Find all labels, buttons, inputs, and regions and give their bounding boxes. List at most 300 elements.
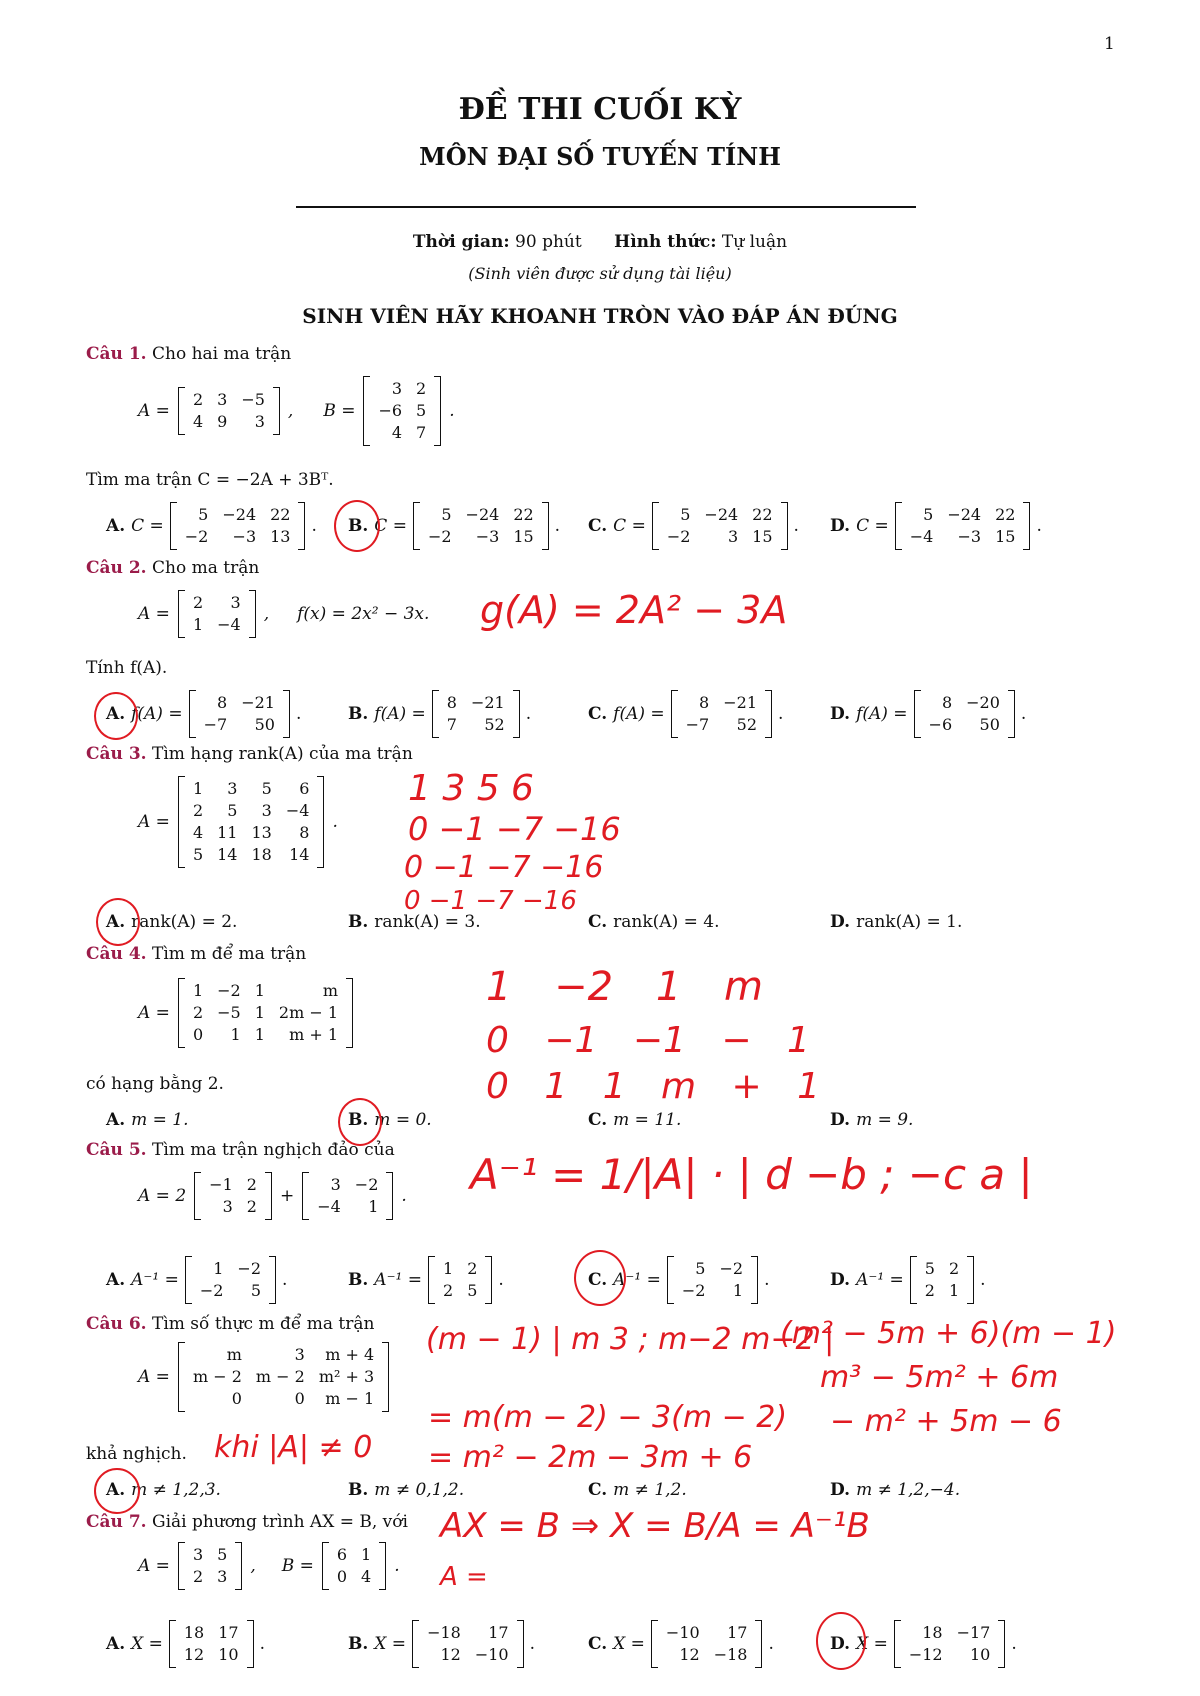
matrix-entry: −7: [203, 715, 228, 734]
matrix-entry: 3: [391, 379, 403, 398]
matrix-entry: −20: [966, 693, 1000, 712]
option-prefix: f(A) =: [131, 704, 183, 724]
matrix-entry: 22: [995, 505, 1016, 524]
matrix-entry: −5: [217, 1003, 241, 1022]
answer-circle-mark: [338, 1098, 382, 1146]
matrix-entry: 22: [513, 505, 534, 524]
matrix-entry: −21: [723, 693, 757, 712]
handwritten-note: 1 −2 1 m: [486, 964, 763, 1010]
matrix-entry: 8: [299, 823, 310, 842]
question-text: Giải phương trình AX = B, với: [151, 1512, 408, 1532]
matrix-entry: 7: [446, 715, 457, 734]
option-text: m ≠ 1,2,−4.: [856, 1480, 961, 1500]
question-2-task: Tính f(A).: [86, 658, 168, 678]
option-prefix: X =: [613, 1634, 645, 1654]
matrix-entry: m + 1: [289, 1025, 339, 1044]
matrix-entry: 0: [336, 1567, 348, 1586]
question-6-option-c[interactable]: [588, 1480, 687, 1500]
matrix-entry: 11: [217, 823, 238, 842]
matrix-entry: −10: [665, 1623, 700, 1642]
option-prefix: X =: [856, 1634, 888, 1654]
option-matrix: [910, 1256, 974, 1304]
matrix-entry: 1: [368, 1197, 379, 1216]
matrix-entry: −3: [957, 527, 982, 546]
question-6-option-d[interactable]: [830, 1480, 960, 1500]
question-2-option-d[interactable]: D. f(A) = 8 −20 −6 50 .: [830, 690, 1026, 738]
question-text: Cho ma trận: [151, 558, 260, 578]
matrix-entry: 9: [217, 412, 228, 431]
option-prefix: C =: [613, 516, 646, 536]
matrix-entry: −6: [928, 715, 953, 734]
matrix-entry: 18: [251, 845, 272, 864]
handwritten-note: A⁻¹ = 1/|A| · | d −b ; −c a |: [470, 1150, 1033, 1199]
matrix-entry: 10: [970, 1645, 991, 1664]
question-text: Tìm ma trận nghịch đảo của: [151, 1140, 395, 1160]
matrix-name: A =: [138, 401, 170, 421]
matrix-name: B =: [281, 1556, 314, 1576]
handwritten-note: AX = B ⇒ X = B/A = A⁻¹B: [440, 1506, 870, 1546]
option-text: m = 1.: [131, 1110, 189, 1130]
matrix-entry: 1: [443, 1259, 454, 1278]
question-label: Câu 6.: [86, 1314, 147, 1334]
matrix-entry: 3: [222, 1197, 233, 1216]
option-letter: A.: [106, 1480, 126, 1500]
question-3-option-b[interactable]: [348, 912, 481, 932]
matrix-entry: 1: [361, 1545, 372, 1564]
option-letter: C.: [588, 1110, 608, 1130]
matrix-entry: 15: [995, 527, 1016, 546]
matrix-entry: 15: [513, 527, 534, 546]
matrix-entry: −3: [232, 527, 257, 546]
matrix-entry: 12: [183, 1645, 205, 1664]
matrix-entry: 5: [416, 401, 427, 420]
exam-note: (Sinh viên được sử dụng tài liệu): [468, 264, 732, 283]
question-1-option-d[interactable]: D. C = 5 −24 22 −4 −3 15 .: [830, 502, 1042, 550]
option-text: rank(A) = 2.: [131, 912, 238, 932]
question-7-option-b[interactable]: B. X = −18 17 12 −10 .: [348, 1620, 535, 1668]
question-5-header: [86, 1140, 395, 1160]
option-prefix: X =: [374, 1634, 407, 1654]
matrix-entry: −5: [241, 390, 265, 409]
handwritten-note: g(A) = 2A² − 3A: [480, 588, 788, 632]
question-3-option-d[interactable]: [830, 912, 962, 932]
question-3-option-c[interactable]: [588, 912, 719, 932]
matrix-entry: 1: [254, 981, 265, 1000]
option-letter: D.: [830, 1634, 851, 1654]
matrix-entry: m − 2: [255, 1367, 305, 1386]
matrix-entry: 13: [251, 823, 272, 842]
question-label: Câu 5.: [86, 1140, 147, 1160]
time-value: 90 phút: [515, 232, 582, 252]
matrix-entry: 5: [680, 505, 691, 524]
matrix-entry: 14: [217, 845, 238, 864]
separator: ,: [287, 401, 294, 421]
matrix-entry: 5: [250, 1281, 262, 1300]
matrix-entry: 2: [246, 1175, 257, 1194]
question-label: Câu 7.: [86, 1512, 147, 1532]
matrix-entry: 5: [924, 1259, 935, 1278]
option-prefix: X =: [131, 1634, 163, 1654]
question-5-option-b[interactable]: B. A⁻¹ = 1 2 2 5 .: [348, 1256, 504, 1304]
matrix-entry: 5: [227, 801, 238, 820]
question-text: Cho hai ma trận: [151, 344, 292, 364]
matrix-entry: 5: [217, 1545, 228, 1564]
question-label: Câu 4.: [86, 944, 147, 964]
question-2-option-c[interactable]: C. f(A) = 8 −21 −7 52 .: [588, 690, 783, 738]
handwritten-note: khi |A| ≠ 0: [214, 1430, 373, 1465]
option-letter: C.: [588, 1270, 608, 1290]
separator: ,: [263, 604, 270, 624]
matrix-entry: 2: [192, 593, 204, 612]
option-matrix: [667, 1256, 758, 1304]
option-text: m = 9.: [856, 1110, 914, 1130]
matrix-entry: m² + 3: [318, 1367, 375, 1386]
matrix-entry: 5: [198, 505, 209, 524]
question-6-matrices: [138, 1342, 389, 1412]
matrix-entry: 14: [289, 845, 310, 864]
option-letter: B.: [348, 1480, 369, 1500]
question-4-option-d[interactable]: [830, 1110, 913, 1130]
question-7-option-c[interactable]: C. X = −10 17 12 −18 .: [588, 1620, 774, 1668]
exam-meta: [0, 232, 1200, 252]
matrix-entry: 2: [192, 801, 204, 820]
exam-subtitle: MÔN ĐẠI SỐ TUYẾN TÍNH: [419, 142, 781, 171]
title-divider: [296, 206, 916, 208]
answer-circle-mark: [94, 1468, 140, 1514]
option-letter: D.: [830, 516, 851, 536]
question-7-option-a[interactable]: A. X = 18 17 12 10 .: [106, 1620, 265, 1668]
question-5-matrices: [138, 1172, 407, 1220]
matrix-entry: −4: [909, 527, 934, 546]
matrix-entry: m − 1: [325, 1389, 375, 1408]
question-text: Tìm số thực m để ma trận: [151, 1314, 375, 1334]
form-value: Tự luận: [721, 232, 788, 252]
separator: .: [401, 1186, 407, 1206]
question-5-option-c[interactable]: C. A⁻¹ = 5 −2 −2 1 .: [588, 1256, 769, 1304]
handwritten-note: (m − 1) | m 3 ; m−2 m−2 |: [426, 1322, 835, 1357]
matrix-name: A =: [138, 812, 170, 832]
matrix-entry: 3: [227, 779, 238, 798]
option-text: m = 0.: [374, 1110, 432, 1130]
matrix-entry: 17: [218, 1623, 239, 1642]
page-number: 1: [1104, 34, 1115, 54]
matrix-entry: −24: [222, 505, 257, 524]
option-letter: D.: [830, 1270, 851, 1290]
question-4-header: [86, 944, 306, 964]
option-letter: C.: [588, 1480, 608, 1500]
question-5-option-a[interactable]: A. A⁻¹ = 1 −2 −2 5 .: [106, 1256, 287, 1304]
matrix-name: A =: [138, 604, 170, 624]
question-4-matrices: [138, 978, 353, 1048]
question-7-matrices: [138, 1542, 400, 1590]
matrix-entry: 10: [218, 1645, 239, 1664]
matrix-entry: 2: [192, 1567, 204, 1586]
matrix-entry: 1: [192, 779, 204, 798]
matrix-entry: 0: [192, 1025, 204, 1044]
option-prefix: C =: [856, 516, 889, 536]
matrix-entry: −18: [427, 1623, 461, 1642]
option-letter: B.: [348, 1270, 369, 1290]
matrix-name: A =: [138, 1003, 170, 1023]
question-3-header: [86, 744, 413, 764]
option-prefix: f(A) =: [856, 704, 908, 724]
matrix-entry: −10: [474, 1645, 509, 1664]
matrix-entry: 22: [270, 505, 291, 524]
question-text: Tìm hạng rank(A) của ma trận: [151, 744, 413, 764]
option-prefix: A⁻¹ =: [131, 1270, 179, 1290]
matrix-entry: 15: [752, 527, 773, 546]
answer-circle-mark: [94, 692, 138, 740]
matrix-entry: −6: [378, 401, 403, 420]
option-letter: A.: [106, 1110, 126, 1130]
handwritten-note: 0 −1 −1 − 1: [486, 1020, 810, 1061]
matrix-entry: 8: [699, 693, 710, 712]
option-letter: A.: [106, 912, 126, 932]
matrix-entry: m + 4: [325, 1345, 375, 1364]
option-letter: C.: [588, 1634, 608, 1654]
matrix-entry: 4: [361, 1567, 372, 1586]
option-text: rank(A) = 1.: [856, 912, 963, 932]
option-matrix: [412, 1620, 524, 1668]
option-matrix: [170, 502, 306, 550]
matrix-entry: 3: [330, 1175, 341, 1194]
matrix-entry: 8: [941, 693, 953, 712]
matrix-entry: 2: [246, 1197, 257, 1216]
option-matrix: [894, 1620, 1006, 1668]
matrix-entry: 1: [254, 1003, 265, 1022]
matrix-entry: 1: [732, 1281, 744, 1300]
option-prefix: A⁻¹ =: [856, 1270, 904, 1290]
matrix-entry: −2: [681, 1281, 706, 1300]
time-label: Thời gian:: [412, 232, 510, 252]
option-letter: D.: [830, 704, 851, 724]
question-label: Câu 2.: [86, 558, 147, 578]
matrix-entry: −2: [719, 1259, 744, 1278]
matrix-entry: 3: [192, 1545, 204, 1564]
option-matrix: [432, 690, 520, 738]
matrix-entry: −4: [317, 1197, 341, 1216]
matrix-entry: 22: [752, 505, 773, 524]
matrix: [178, 1542, 242, 1590]
matrix-entry: −24: [465, 505, 500, 524]
matrix-entry: 2: [192, 390, 204, 409]
option-matrix: [185, 1256, 276, 1304]
option-letter: D.: [830, 912, 851, 932]
question-4-option-c[interactable]: [588, 1110, 681, 1130]
matrix-entry: 2: [948, 1259, 960, 1278]
option-letter: A.: [106, 704, 126, 724]
option-prefix: A⁻¹ =: [613, 1270, 661, 1290]
matrix-entry: −4: [285, 801, 310, 820]
option-matrix: [169, 1620, 254, 1668]
matrix-entry: −4: [217, 615, 241, 634]
option-matrix: [914, 690, 1015, 738]
matrix-entry: 2: [416, 379, 427, 398]
matrix-entry: 1: [254, 1025, 265, 1044]
option-matrix: [652, 502, 788, 550]
option-letter: B.: [348, 1634, 369, 1654]
matrix-entry: −21: [470, 693, 505, 712]
handwritten-note: (m² − 5m + 6)(m − 1): [780, 1316, 1117, 1351]
matrix-entry: 6: [336, 1545, 348, 1564]
option-prefix: f(A) =: [374, 704, 426, 724]
option-letter: C.: [588, 704, 608, 724]
option-letter: A.: [106, 516, 126, 536]
option-letter: B.: [348, 1110, 369, 1130]
matrix-entry: −12: [908, 1645, 943, 1664]
matrix-entry: 5: [261, 779, 272, 798]
handwritten-note: 1 3 5 6: [408, 768, 534, 809]
question-1-option-c[interactable]: C. C = 5 −24 22 −2 3 15 .: [588, 502, 799, 550]
matrix: [178, 776, 325, 868]
question-4-option-a[interactable]: [106, 1110, 189, 1130]
question-label: Câu 1.: [86, 344, 147, 364]
option-prefix: C =: [374, 516, 407, 536]
answer-circle-mark: [334, 500, 380, 552]
question-label: Câu 3.: [86, 744, 147, 764]
matrix-entry: −17: [956, 1623, 991, 1642]
matrix-entry: 6: [299, 779, 310, 798]
matrix-entry: 5: [467, 1281, 478, 1300]
matrix-entry: 17: [488, 1623, 509, 1642]
option-letter: B.: [348, 704, 369, 724]
matrix-entry: 5: [923, 505, 934, 524]
question-7-option-d[interactable]: D. X = 18 −17 −12 10 .: [830, 1620, 1017, 1668]
matrix-entry: 50: [254, 715, 275, 734]
option-letter: D.: [830, 1480, 851, 1500]
separator: .: [449, 401, 455, 421]
question-1-header: [86, 344, 291, 364]
handwritten-note: 0 −1 −7 −16: [404, 886, 577, 916]
matrix-name: A =: [138, 1367, 170, 1387]
handwritten-note: m³ − 5m² + 6m: [820, 1360, 1059, 1395]
answer-circle-mark: [816, 1612, 866, 1670]
matrix-entry: 3: [261, 801, 272, 820]
separator: .: [332, 812, 338, 832]
option-matrix: [413, 502, 549, 550]
matrix-entry: −21: [241, 693, 275, 712]
matrix-entry: 3: [294, 1345, 305, 1364]
question-1-option-b[interactable]: B. C = 5 −24 22 −2 −3 15 .: [348, 502, 560, 550]
question-6-task: khả nghịch.: [86, 1444, 187, 1464]
option-letter: D.: [830, 1110, 851, 1130]
matrix-entry: 0: [294, 1389, 305, 1408]
form-label: Hình thức:: [614, 232, 717, 252]
matrix-entry: 2: [443, 1281, 454, 1300]
question-3-matrices: [138, 776, 338, 868]
matrix-entry: −2: [237, 1259, 262, 1278]
matrix-entry: −24: [704, 505, 739, 524]
option-text: m ≠ 1,2,3.: [131, 1480, 221, 1500]
matrix-entry: 1: [230, 1025, 241, 1044]
separator: +: [279, 1186, 295, 1206]
function-def: f(x) = 2x² − 3x.: [297, 604, 430, 624]
option-text: rank(A) = 3.: [374, 912, 481, 932]
matrix-entry: 8: [217, 693, 228, 712]
handwritten-note: = m² − 2m − 3m + 6: [428, 1440, 753, 1475]
matrix-entry: m − 2: [192, 1367, 242, 1386]
matrix-entry: 7: [416, 423, 427, 442]
option-matrix: [189, 690, 290, 738]
handwritten-note: A =: [440, 1562, 488, 1592]
matrix: [178, 387, 280, 435]
matrix-entry: 1: [948, 1281, 960, 1300]
option-letter: A.: [106, 1634, 126, 1654]
option-letter: C.: [588, 516, 608, 536]
matrix-entry: 13: [270, 527, 291, 546]
matrix-entry: −24: [947, 505, 982, 524]
matrix: [194, 1172, 272, 1220]
matrix-entry: −2: [427, 527, 452, 546]
matrix-name: A = 2: [138, 1186, 187, 1206]
question-1-option-a[interactable]: A. C = 5 −24 22 −2 −3 13 .: [106, 502, 317, 550]
question-2-option-a[interactable]: A. f(A) = 8 −21 −7 50 .: [106, 690, 301, 738]
matrix-entry: −18: [713, 1645, 748, 1664]
matrix-entry: 5: [441, 505, 452, 524]
option-letter: B.: [348, 912, 369, 932]
handwritten-note: = m(m − 2) − 3(m − 2): [428, 1400, 788, 1435]
option-matrix: [651, 1620, 763, 1668]
option-text: rank(A) = 4.: [613, 912, 720, 932]
option-matrix: [428, 1256, 492, 1304]
option-prefix: f(A) =: [613, 704, 665, 724]
option-matrix: [671, 690, 772, 738]
matrix-entry: m: [322, 981, 339, 1000]
matrix: [178, 978, 353, 1048]
matrix-name: B =: [323, 401, 356, 421]
matrix: [178, 1342, 389, 1412]
question-6-header: [86, 1314, 374, 1334]
option-text: m ≠ 1,2.: [613, 1480, 687, 1500]
matrix-entry: 1: [213, 1259, 224, 1278]
matrix-entry: −7: [685, 715, 710, 734]
matrix-entry: 52: [736, 715, 757, 734]
question-2-header: [86, 558, 259, 578]
matrix-entry: 2: [192, 1003, 204, 1022]
question-1-task: Tìm ma trận C = −2A + 3Bᵀ.: [86, 470, 334, 490]
option-text: m ≠ 0,1,2.: [374, 1480, 465, 1500]
matrix-entry: 0: [231, 1389, 242, 1408]
question-7-header: [86, 1512, 408, 1532]
matrix-entry: 3: [230, 593, 241, 612]
question-1-matrices: [138, 376, 455, 446]
answer-circle-mark: [574, 1250, 626, 1306]
matrix: [178, 590, 256, 638]
exam-title: ĐỀ THI CUỐI KỲ: [458, 92, 742, 127]
handwritten-note: − m² + 5m − 6: [830, 1404, 1062, 1439]
option-prefix: A⁻¹ =: [374, 1270, 423, 1290]
question-6-option-b[interactable]: [348, 1480, 464, 1500]
matrix-entry: m: [226, 1345, 242, 1364]
option-matrix: [895, 502, 1031, 550]
matrix-entry: 4: [391, 423, 403, 442]
matrix-entry: 12: [679, 1645, 700, 1664]
question-5-option-d[interactable]: D. A⁻¹ = 5 2 2 1 .: [830, 1256, 986, 1304]
matrix-entry: 1: [192, 981, 204, 1000]
matrix-entry: 17: [727, 1623, 748, 1642]
matrix-entry: −2: [184, 527, 209, 546]
matrix-entry: 12: [440, 1645, 461, 1664]
matrix-entry: −2: [199, 1281, 224, 1300]
matrix-entry: 52: [484, 715, 505, 734]
matrix-entry: 8: [446, 693, 457, 712]
matrix-entry: 2m − 1: [278, 1003, 339, 1022]
answer-circle-mark: [96, 898, 140, 946]
question-text: Tìm m để ma trận: [151, 944, 307, 964]
matrix-entry: 4: [192, 412, 204, 431]
matrix-entry: 2: [467, 1259, 478, 1278]
question-2-option-b[interactable]: B. f(A) = 8 −21 7 52 .: [348, 690, 531, 738]
